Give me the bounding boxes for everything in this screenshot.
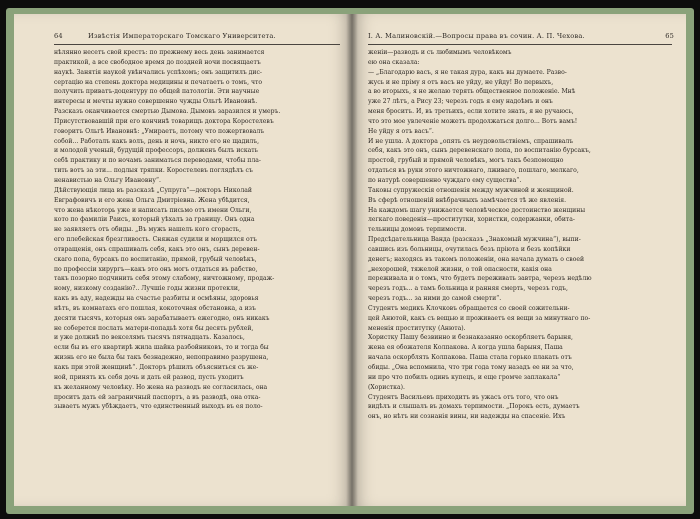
text-line: И не ушла. А доктора „опять съ неудовольствіемъ, спрашивалъ [368, 137, 574, 145]
text-line: начала оскорблять Колпакова. Паша стала горько плакать отъ [368, 354, 572, 362]
text-line: Евграфовичъ и его жена Ольга Дмитріевна. Жена убѣдится, [54, 196, 250, 204]
right-page [352, 14, 686, 506]
text-line: простой, грубый и прямой человѣкъ, могъ такъ безпомощно [368, 157, 564, 165]
text-line: отвращенія, онъ спрашивалъ себя, какъ это онъ, сынъ деревен- [54, 245, 260, 253]
text-line: меня броситъ. И, въ третьихъ, если хотите знать, я не ручаюсь, [368, 108, 574, 116]
text-line: такъ позорно подчинить себя этому слабому, ничтожному, продаж- [54, 275, 275, 283]
text-line: какъ при этой женщинѣ“. Докторъ рѣшилъ объясниться съ же- [54, 364, 259, 371]
text-line: къ желанному человѣку. Но жена на разводъ не согласилась, она [54, 383, 268, 391]
text-line: получить приватъ-доцентуру по общей патологіи. Эти научные [54, 88, 260, 96]
text-line: ному, низкому созданію?.. Лучшіе годы жизни протекли, [54, 285, 240, 293]
text-line: Въ сферѣ отношеній внѣбрачныхъ замѣчается тѣ же явленія. [368, 196, 567, 204]
text-line: переживала и о томъ, что будетъ переживать завтра, черезъ недѣлю [368, 275, 592, 283]
text-line: онъ, но нѣтъ ни сознанія вины, ни надежды на спасеніе. Ихъ [368, 413, 566, 421]
text-line: мененія проститутку (Анюта). [368, 324, 466, 332]
text-line: интересы и мечты нужно совершенно чужды Ольгѣ Ивановнѣ. [54, 98, 258, 106]
text-line: Хористку Пашу безвинно и безнаказанно оскорбляетъ барыня, [368, 334, 573, 342]
text-line: не соберется послать матери-попадьѣ хотя бы десять рублей, [54, 324, 254, 332]
text-line: себѣ практику и по ночамъ заниматься переводами, чтобы пла- [54, 157, 261, 165]
right-page-text [368, 48, 672, 422]
left-running-title: Извѣстія Императорскаго Томскаго Университета. [88, 32, 276, 40]
text-line: если бы въ его квартирѣ жила шайка разбойниковъ, то и тогда бы [54, 344, 269, 352]
text-line: тить вотъ за эти... подлыя тряпки. Коростелевъ поглядѣлъ съ [54, 167, 253, 175]
text-line: ею она сказала: [368, 58, 420, 66]
text-line: его плебейская брезгливость. Сняжая судили и морщился отъ [54, 236, 257, 244]
text-line: (Хористка). [368, 383, 405, 391]
text-line: цей Анютой, какъ съ вещью и проживаетъ ея вещи за минутнаго по- [368, 314, 591, 322]
text-line: уже 27 лѣтъ, а Рису 23; черезъ годъ я ему надоѣмъ и онъ [368, 98, 553, 106]
text-line: кото по фамиліи Раисъ, который уѣхалъ за границу. Онъ одна [54, 216, 255, 224]
text-line: зываетъ мужъ убѣждаетъ, что единственный выходъ въ ея поло- [54, 403, 263, 411]
text-line: Предсѣдательница Ванда (разсказъ „Знакомый мужчина“), выпи- [368, 236, 581, 244]
text-line: что жена нѣкоторь уже и написать письмо отъ имени Ольги, [54, 206, 252, 214]
text-line: Студентъ Васильевъ приходитъ въ ужасъ отъ того, что онъ [368, 393, 559, 401]
text-line: нѣлянно несетъ свой крестъ: по прежнему весь день занимается [54, 49, 265, 56]
right-page-header [368, 32, 674, 40]
text-line: десяти тысячъ, которыя онъ зарабатываетъ ежегодно, онъ никакъ [54, 314, 270, 322]
text-line: Не уйду я отъ васъ“. [368, 127, 434, 135]
text-line: савшись изъ больницы, очутилась безъ пріюта и безъ копѣйки [368, 245, 571, 253]
right-page-number: 65 [665, 32, 674, 40]
text-line: черезъ годъ... за ними до самой смерти“. [368, 295, 502, 303]
text-line: обиды. „Она вспомнила, что три года тому назадъ ее ни за что, [368, 364, 574, 371]
left-page-text [54, 48, 340, 412]
text-line: денегъ; находясь въ такомъ положеніи, она начала думать о своей [368, 255, 585, 263]
left-page-number: 64 [54, 32, 63, 40]
text-line: скаго попа, бурсакъ по воспитанію, прямой, грубый человѣкъ, [54, 255, 257, 263]
text-line: жусь и не пріму я отъ васъ не уйду, не уйду! Во первыхъ, [368, 78, 554, 86]
text-line: видѣлъ и слышалъ въ домахъ терпимости. „Порокъ есть, думаетъ [368, 403, 580, 411]
text-line: ни про что побилъ одинъ купецъ, и еще громче заплакала“ [368, 373, 561, 381]
text-line: Таковы супружескія отношенія между мужчиной и женщиной. [368, 186, 574, 194]
text-line: легкаго поведенія—проститутки, хористки, содержанки, обита- [368, 216, 575, 224]
text-line: женіи—разводъ и съ любимымъ человѣкомъ [368, 49, 512, 56]
text-line: проситъ дать ей заграничный паспортъ, а въ разводѣ, она отка- [54, 393, 261, 401]
text-line: и уже должнѣ по векселямъ тысячъ пятнадцать. Казалось, [54, 334, 245, 342]
text-line: тельницы домовъ терпимости. [368, 226, 467, 234]
left-header-rule [54, 44, 340, 45]
text-line: Студентъ медикъ Клочковъ обращается со своей сожительни- [368, 304, 570, 312]
text-line: собой... Работалъ какъ волъ, день и ночь, никто его не щадилъ, [54, 137, 260, 145]
text-line: сертацію на степень доктора медицины и печатаетъ о томъ, что [54, 78, 263, 86]
text-line: На каждомъ шагу унижается человѣческое достоинство женщины [368, 206, 586, 214]
text-line: и молодой ученый, будущій профессоръ, долженъ былъ искать [54, 147, 258, 155]
text-line: ной, принять къ себя дочь и дать ей развод, пусть уходитъ [54, 373, 244, 381]
text-line: жизнь его не была бы такъ безнадежно, непоправимо разрушена, [54, 354, 269, 362]
text-line: наукѣ. Занятія наукой увѣнчались успѣхомъ; онъ защитилъ дис- [54, 68, 262, 76]
text-line: что это мое увлеченіе можетъ продолжаться долго... Вотъ вамъ! [368, 117, 578, 125]
text-line: а во вторыхъ, я не желаю терять общественное положеніе. Мнѣ [368, 88, 576, 96]
text-line: Разсказъ оканчивается смертью Дымова. Дымовъ заразился и умеръ. [54, 108, 281, 116]
text-line: нѣтъ, въ комнатахъ его пошлая, кокоточная обстановка, а изъ [54, 304, 256, 312]
text-line: по профессіи хирургъ—какъ это онъ могъ отдаться въ рабство, [54, 265, 258, 273]
text-line: „нехорошей, тяжелой жизни, о той опасности, какія она [368, 265, 552, 273]
text-line: себя, какъ это онъ, сынъ деревенскаго попа, по воспитанію бурсакъ, [368, 147, 591, 155]
text-line: — „Благодарю васъ, я не такая дура, какъ вы думаете. Разво- [368, 68, 567, 76]
book-gutter [346, 14, 358, 506]
right-header-rule [368, 44, 672, 45]
text-line: черезъ годъ... а тамъ больница и ранняя смерть, черезъ годъ, [368, 285, 568, 293]
text-line: какъ въ аду, надежды на счастье разбиты и осмѣяны, здоровья [54, 295, 259, 303]
text-line: практикой, а все свободное время до поздней ночи посвящаетъ [54, 58, 261, 66]
text-line: по натурѣ совершенно чуждаго ему существа“. [368, 176, 522, 184]
text-line: жена ея обожателя Колпакова. А когда ушла барыня, Паша [368, 344, 563, 352]
text-line: Присутствовавшій при его кончинѣ товарищъ доктора Коростелевъ [54, 117, 274, 125]
left-page-header [54, 32, 338, 40]
text-line: Дѣйствующія лица въ разсказѣ „Супруга“—докторъ Николай [54, 186, 252, 194]
right-running-title: І. А. Малиновскій.—Вопросы права въ сочин. А. П. Чехова. [368, 32, 585, 40]
text-line: говоритъ Ольгѣ Ивановнѣ: „Умираетъ, потому что пожертвовалъ [54, 127, 265, 135]
text-line: не заявляетъ отъ обиды. „Въ мужъ нашелъ кого сгорасть, [54, 226, 242, 234]
text-line: отдаться въ руки этого ничтожнаго, лживаго, пошлаго, мелкаго, [368, 167, 579, 175]
left-page [14, 14, 352, 506]
text-line: ненавистью на Ольгу Ивановну“. [54, 176, 161, 184]
